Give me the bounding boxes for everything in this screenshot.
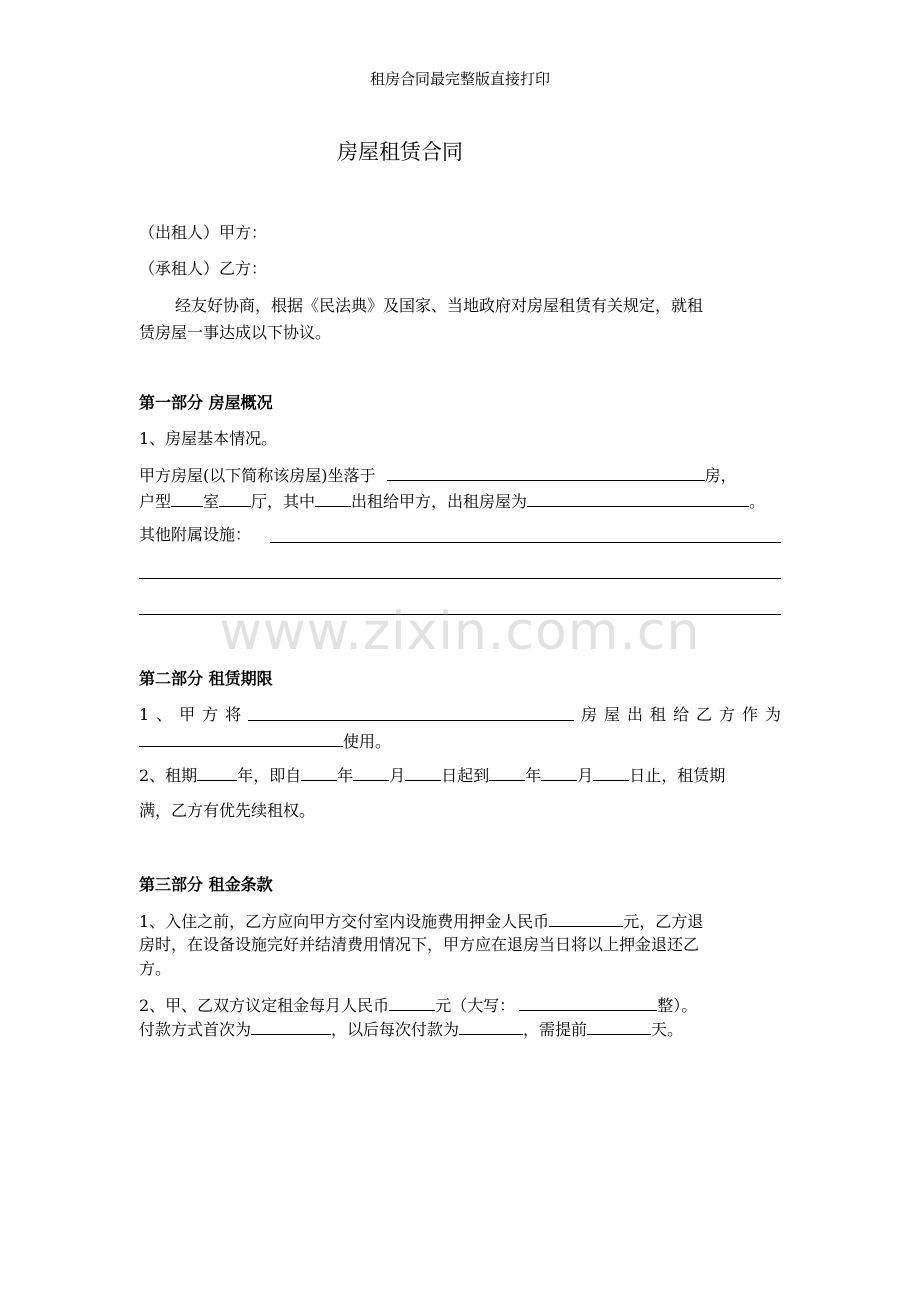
rented-part-blank bbox=[315, 490, 351, 507]
char: 将 bbox=[225, 705, 242, 724]
hall-label: 厅，其中 bbox=[251, 492, 316, 511]
start-day-blank bbox=[405, 764, 441, 781]
party-b-label: （承租人）乙方： bbox=[139, 259, 268, 278]
use-label: 使用。 bbox=[343, 732, 392, 751]
layout-label: 户型 bbox=[139, 492, 172, 511]
part3-heading: 第三部分 租金条款 bbox=[139, 875, 273, 894]
month-label: 月 bbox=[389, 766, 406, 785]
end-month-blank bbox=[541, 764, 577, 781]
facilities-rule-2 bbox=[139, 578, 781, 579]
advance-label: ，需提前 bbox=[523, 1020, 588, 1039]
part3-item2-line1 bbox=[139, 994, 697, 1017]
char: 出 bbox=[627, 705, 644, 724]
year-label: 年 bbox=[337, 766, 354, 785]
location-blank bbox=[387, 464, 705, 481]
rent-label: 2、甲、乙双方议定租金每月人民币 bbox=[139, 996, 390, 1015]
location-label: 甲方房屋(以下简称该房屋)坐落于 bbox=[139, 466, 376, 485]
part2-item2-line2: 满，乙方有优先续租权。 bbox=[139, 801, 316, 820]
from-label: 年，即自 bbox=[237, 766, 302, 785]
part2-item1-line2 bbox=[139, 730, 391, 753]
intro-line-1: 经友好协商，根据《民法典》及国家、当地政府对房屋租赁有关规定，就租 bbox=[175, 296, 704, 315]
start-month-blank bbox=[353, 764, 389, 781]
intro-line-2: 赁房屋一事达成以下协议。 bbox=[139, 323, 332, 342]
char: 作 bbox=[741, 705, 758, 724]
rent-uppercase-label: 元（大写： bbox=[435, 996, 516, 1015]
room-label: 室 bbox=[203, 492, 220, 511]
end-label: 日止，租赁期 bbox=[629, 766, 726, 785]
term-years-blank bbox=[197, 764, 237, 781]
spread-line bbox=[139, 704, 781, 726]
deposit-suffix: 元，乙方退 bbox=[623, 912, 704, 931]
first-payment-blank bbox=[251, 1018, 331, 1035]
char: 房 bbox=[581, 705, 598, 724]
rent-amount-blank bbox=[389, 994, 435, 1011]
char: 给 bbox=[673, 705, 690, 724]
start-year-blank bbox=[301, 764, 337, 781]
document-title: 房屋租赁合同 bbox=[337, 140, 463, 164]
char: 乙 bbox=[695, 705, 712, 724]
document-header: 租房合同最完整版直接打印 bbox=[369, 70, 550, 88]
part2-item1-line1 bbox=[139, 704, 781, 726]
rooms-blank bbox=[171, 490, 203, 507]
location-line bbox=[139, 464, 737, 487]
layout-line bbox=[139, 490, 765, 513]
days-label: 天。 bbox=[651, 1020, 684, 1039]
facilities-rule-1 bbox=[270, 542, 781, 543]
rent-uppercase-blank bbox=[519, 994, 657, 1011]
part3-item1-line1 bbox=[139, 910, 703, 933]
part3-item1-line2: 房时，在设备设施完好并结清费用情况下，甲方应在退房当日将以上押金退还乙 bbox=[139, 935, 700, 954]
facilities-label: 其他附属设施： bbox=[139, 525, 252, 544]
party-a-label: （出租人）甲方： bbox=[139, 223, 268, 242]
char: 、 bbox=[156, 705, 173, 724]
room-suffix: 房， bbox=[704, 466, 737, 485]
term-label: 2、租期 bbox=[139, 766, 198, 785]
year-label: 年 bbox=[525, 766, 542, 785]
char: 为 bbox=[764, 705, 781, 724]
deposit-amount-blank bbox=[549, 910, 623, 927]
part1-item1: 1、房屋基本情况。 bbox=[139, 429, 278, 448]
watermark: www.zixin.com.cn bbox=[219, 602, 701, 662]
end-day-blank bbox=[593, 764, 629, 781]
part2-heading: 第二部分 租赁期限 bbox=[139, 669, 273, 688]
char: 租 bbox=[650, 705, 667, 724]
to-label: 日起到 bbox=[441, 766, 490, 785]
first-payment-label: 付款方式首次为 bbox=[139, 1020, 252, 1039]
char: 甲 bbox=[179, 705, 196, 724]
part2-item2-line1 bbox=[139, 764, 725, 787]
month-label: 月 bbox=[577, 766, 594, 785]
advance-days-blank bbox=[587, 1018, 651, 1035]
subsequent-payment-blank bbox=[459, 1018, 523, 1035]
part3-item1-line3: 方。 bbox=[139, 959, 172, 978]
period: 。 bbox=[749, 492, 766, 511]
subsequent-payment-label: ，以后每次付款为 bbox=[331, 1020, 460, 1039]
part3-item2-line2 bbox=[139, 1018, 683, 1041]
part1-heading: 第一部分 房屋概况 bbox=[139, 393, 273, 412]
halls-blank bbox=[219, 490, 251, 507]
char: 方 bbox=[202, 705, 219, 724]
rent-suffix: 整）。 bbox=[657, 996, 698, 1015]
char: 方 bbox=[718, 705, 735, 724]
rented-house-blank bbox=[527, 490, 749, 507]
deposit-label: 1、入住之前，乙方应向甲方交付室内设施费用押金人民币 bbox=[139, 912, 550, 931]
char: 屋 bbox=[604, 705, 621, 724]
char: 1 bbox=[139, 705, 150, 724]
purpose-blank bbox=[248, 704, 574, 721]
use-blank bbox=[139, 730, 343, 747]
end-year-blank bbox=[489, 764, 525, 781]
rented-label: 出租给甲方，出租房屋为 bbox=[351, 492, 528, 511]
facilities-line bbox=[139, 524, 251, 546]
